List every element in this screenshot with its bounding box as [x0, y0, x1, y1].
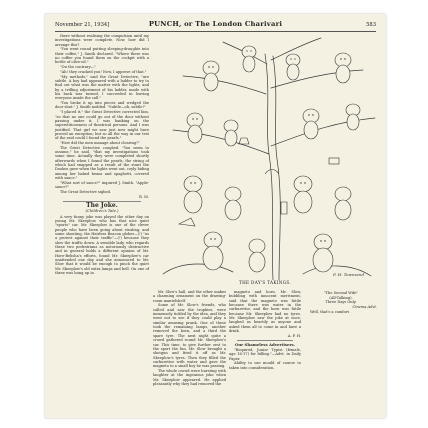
signature: R. M. [139, 194, 149, 199]
column-3 [229, 290, 301, 412]
page-number: 583 [366, 22, 376, 28]
header-rule [55, 31, 376, 32]
quote-line: (All-Talking). [329, 295, 353, 300]
paragraph: "On the contrary—" [60, 65, 96, 70]
artist-signature: F. H. Townsend [333, 272, 365, 277]
paragraph: there without realising the compulsion until my investigations were complete. Now, how did I arrange this? [55, 34, 149, 47]
divider [237, 340, 293, 341]
paragraph: The Great Detective sighed. [60, 189, 112, 194]
closing-remark: Well, that's a comfort. [310, 309, 351, 314]
paragraph: Mr. Slow's hall, and the other makes a charming ornament on the drawing-room mantelshelf. [153, 290, 226, 303]
paragraph: "You went round putting sleeping-draughts into their coffee," J. Smith declared. "Where there was no coffee you found them on the cockpit with a bottle of olive-oil." [55, 47, 149, 65]
issue-date: November 21, 1934] [55, 22, 110, 28]
column-1 [55, 34, 149, 412]
column-2 [153, 290, 226, 412]
story-title: The Joke. [86, 202, 118, 210]
quote-source: Cinema Advt. [352, 305, 377, 310]
illustration-caption: THE DAY'S TAKINGS. [239, 280, 291, 285]
paragraph: "I placed it," the Great Detective corrected him, "so that no one could go out of the door without passing under it. I was banking on the superstitiousness of theatrical persons. And I was justified. That girl we saw just now might have proved an exception; but so all the way in our test of the raid could I found the pearls." [55, 110, 149, 141]
magazine-page [45, 14, 386, 418]
story-subtitle: (Children's Tale.) [85, 207, 119, 213]
paragraph: "How did the men manage about clearing?" [60, 140, 140, 145]
paragraph: Some of Mr. Slow's friends, who called and saw the trophies, were immensely tickled by the idea, and they went out to see if they could play a similar amusing prank. One of these took the remaining lamps, another removed the horn, and a third the spare tyre. The next night quite a crowd gathered round Mr. Skeeplow's car. This time, to give further zest to the sport the fun, Mr. Slow brought a shotgun and fired it off as Mr. Skeeplow's tyres. Then they filled the carburettor with water and gave the magneto to a small boy he was passing. [153, 303, 226, 369]
masthead-title: PUNCH, or The London Charivari [148, 20, 283, 28]
section-title: Our Shameless Advertisers. [234, 342, 296, 348]
quote-title: "The Second Wife" [323, 291, 359, 295]
paragraph: magneto and horn. Mr. Slow, bubbling with innocent merriment, said that the magneto was futile because there was water in the carburettor, and the horn was futile because Mr. Skeeplow had no tyres. Mr. Skeeplow saw the joke at once, laughed as heartily as anyone and asked them all to come in and have a drink. [229, 290, 301, 334]
page-header [55, 20, 376, 30]
advert-quote: "Required, Junior Typist (female, age 16-17) for billing."—Advt. in Daily Paper. [229, 347, 301, 361]
paragraph: "Ah! they cracked you! Now, I approve of that." [60, 69, 147, 74]
paragraph: "My methods," said the Great Detective, "are subtle. A boy had appeared with a ladder to try to find out what was the matter with the lights, and by a trifling adjustment of his ladder, made with his back was turned, I succeeded in leaving everyone inside the call." [55, 74, 149, 101]
cartoon-illustration [153, 34, 377, 280]
paragraph: The whole crowd were bursting with laughter at the ingenious joke when Mr. Skeeplow appeared. He applied pleasantly why they had removed the [153, 368, 226, 386]
quote-line: Three Days Only. [325, 300, 357, 305]
signature: A. P. H. [287, 333, 301, 338]
paragraph: A very funny joke was played the other day on young Mr. Skeeplow, who has that nice quiet "sports" car. Mr. Skeeplow is one of the clever people who have been going about stealing, and some shouting, the Hairless Beacon globes—(!) "as a protest against their traffic"—(!) because they slow the traffic down. A sensible lady, who regards these two pedestrians as notoriously destructive and in general holds a different opinion of Mr. Hore-Belisha's efforts, found Mr. Skeeplow's car unattended one day and she announced to Mr. Slow that it would be enough to pinch the quiet Mr. Skeeplow's old extra lamps and bell. On one of these was hung up in [55, 214, 149, 276]
paragraph: "You broke it up into pieces and wedged the door shut." J. Smith nodded. "Subtle—oh, subtle!" [55, 101, 149, 110]
column-4 [305, 290, 377, 412]
advert-comment: Ability to use mould of course to taken into consideration. [229, 361, 301, 370]
paragraph: "What sort of sauce?" inquired J. Smith. "Apple-sauce?" [55, 180, 149, 190]
paragraph: The Great Detective coughed. "You seem to assume," he said, "that my investigations took some time. Actually they were completed shortly afterwards when I found the pearls, the string of which had snapped as a result of the stunt the Dookes gave when the lights went out, coyly hiding among her baked beans and spaghetti, covered with sauce." [55, 145, 149, 181]
